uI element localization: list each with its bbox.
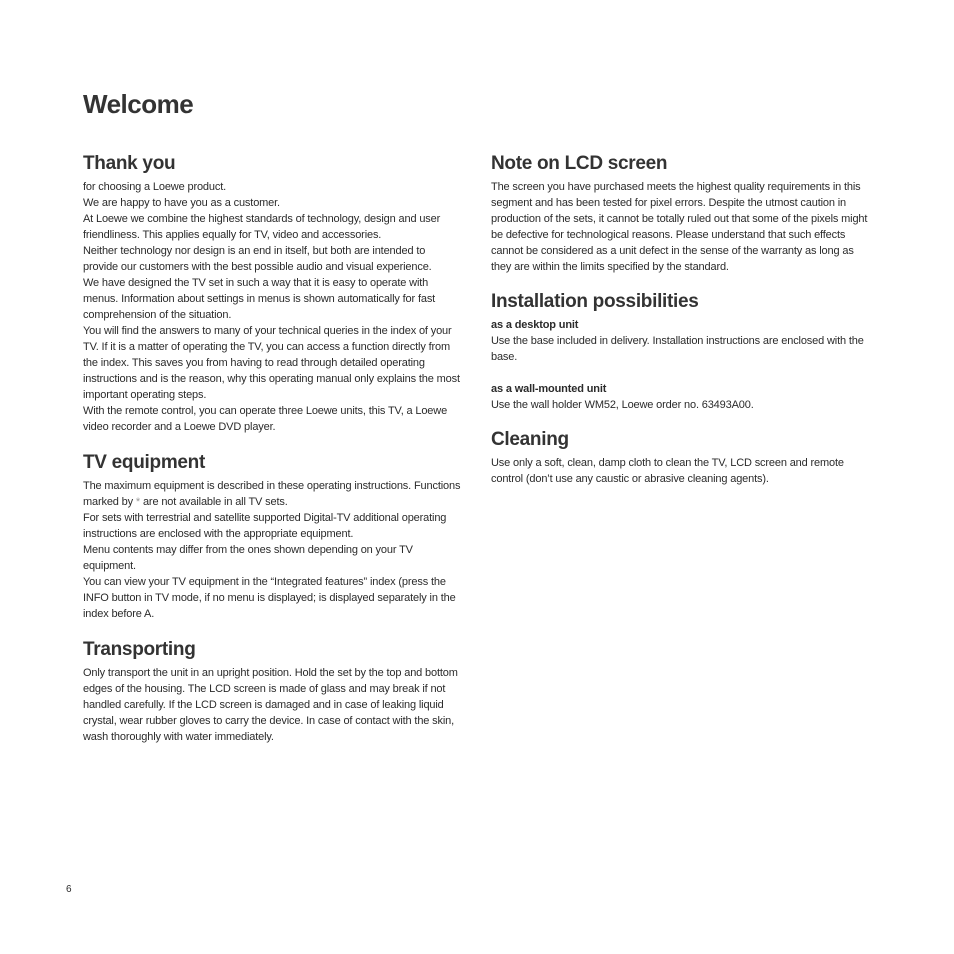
subheading: as a wall-mounted unit xyxy=(491,383,607,395)
section-heading: Transporting xyxy=(83,639,196,660)
paragraph: At Loewe we combine the highest standards of technology, design and user friendliness. This applies equally for TV, video and accessories. xyxy=(83,213,441,241)
left-column xyxy=(83,152,463,745)
section-thank-you xyxy=(83,152,463,435)
right-column xyxy=(491,152,871,487)
paragraph: Menu contents may differ from the ones shown depending on your TV equipment. xyxy=(83,544,413,572)
section-heading: Thank you xyxy=(83,153,176,174)
section-heading: Note on LCD screen xyxy=(491,153,668,174)
paragraph: We have designed the TV set in such a way that it is easy to operate with menus. Information about settings in menus is shown automatically for fast comprehension of the situation. xyxy=(83,277,436,321)
section-heading: Installation possibilities xyxy=(491,291,699,312)
subheading: as a desktop unit xyxy=(491,319,579,331)
paragraph: For sets with terrestrial and satellite supported Digital-TV additional operating instructions are enclosed with the appropriate equipment. xyxy=(83,512,447,540)
paragraph: With the remote control, you can operate three Loewe units, this TV, a Loewe video recorder and a Loewe DVD player. xyxy=(83,405,448,433)
page-number: 6 xyxy=(66,884,72,895)
paragraph: You can view your TV equipment in the “Integrated features” index (press the INFO button in TV mode, if no menu is displayed; is displayed separately in the index before A. xyxy=(83,576,456,620)
section-lcd-note xyxy=(491,152,871,275)
paragraph xyxy=(83,478,463,510)
paragraph: We are happy to have you as a customer. xyxy=(83,197,280,209)
paragraph-text: are not available in all TV sets. xyxy=(140,496,288,508)
paragraph-text: The maximum equipment is described in these operating instructions. Functions marked by xyxy=(83,480,461,508)
section-heading: TV equipment xyxy=(83,452,206,473)
paragraph: Only transport the unit in an upright position. Hold the set by the top and bottom edges of the housing. The LCD screen is made of glass and may break if not handled carefully. If the LCD screen is damaged and in case of leaking liquid crystal, wear rubber gloves to carry the device. In case of contact with the skin, wash thoroughly with water immediately. xyxy=(83,667,458,743)
section-installation xyxy=(491,290,871,413)
section-tv-equipment xyxy=(83,451,463,622)
paragraph: Neither technology nor design is an end in itself, but both are intended to provide our customers with the best possible audio and visual experience. xyxy=(83,245,432,273)
paragraph: You will find the answers to many of your technical queries in the index of your TV. If it is a matter of operating the TV, you can access a function directly from the index. This saves you from having to read through detailed operating instructions and is the reason, why this operating manual only explains the most important operating steps. xyxy=(83,325,460,401)
paragraph: Use the base included in delivery. Installation instructions are enclosed with the base. xyxy=(491,335,864,363)
asterisk-marker: * xyxy=(135,496,141,508)
page-title: Welcome xyxy=(83,89,194,119)
paragraph: The screen you have purchased meets the highest quality requirements in this segment and has been tested for pixel errors. Despite the utmost caution in production of the sets, it cannot be totally ruled out that some of the pixels might be defective for technological reasons. Please understand that such effects cannot be considered as a unit defect in the sense of the warranty as long as they are within the limits specified by the standard. xyxy=(491,181,868,273)
section-heading: Cleaning xyxy=(491,429,569,450)
paragraph: Use the wall holder WM52, Loewe order no. 63493A00. xyxy=(491,399,754,411)
section-cleaning xyxy=(491,428,871,487)
section-transporting xyxy=(83,638,463,745)
paragraph: for choosing a Loewe product. xyxy=(83,181,227,193)
paragraph: Use only a soft, clean, damp cloth to clean the TV, LCD screen and remote control (don’t use any caustic or abrasive cleaning agents). xyxy=(491,457,844,485)
